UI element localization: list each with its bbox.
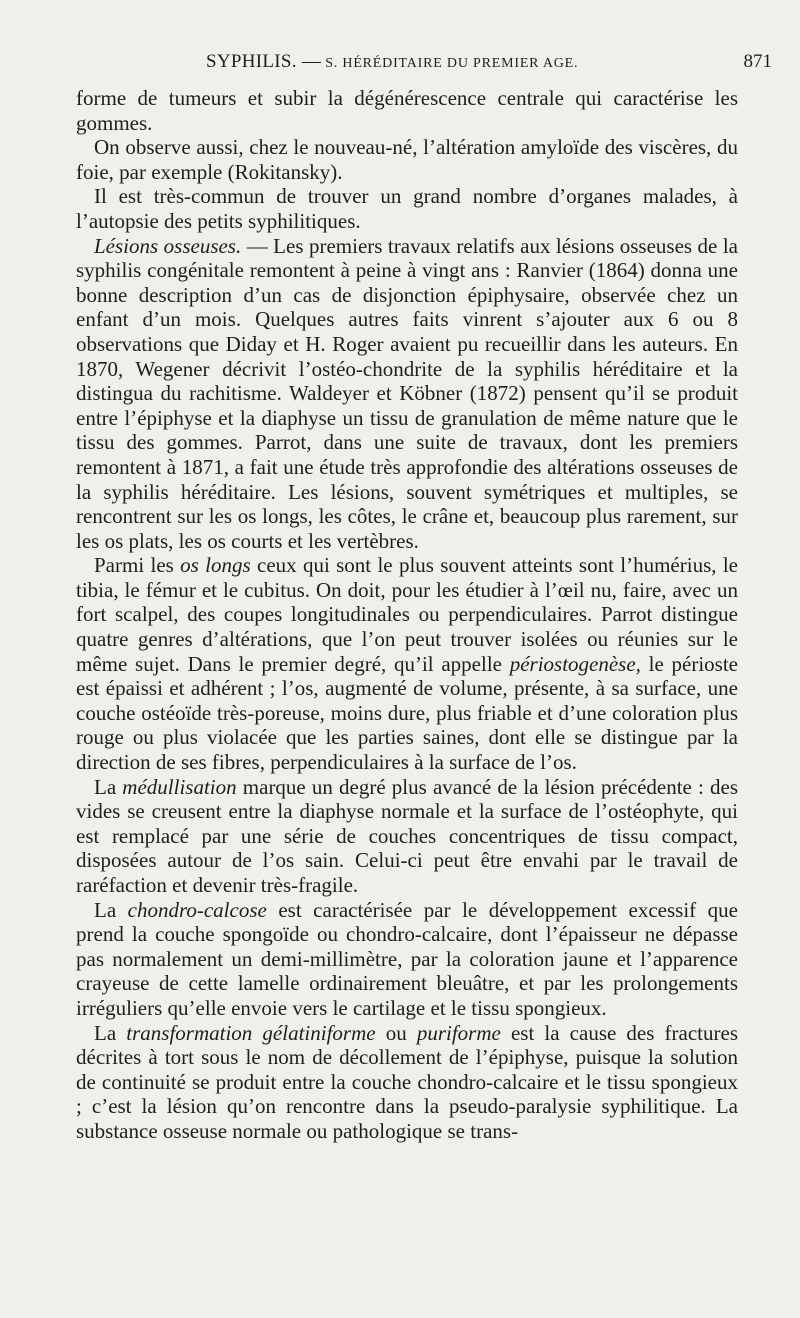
paragraph (76, 135, 738, 184)
paragraph (76, 553, 738, 774)
text-run: Il est très-commun de trouver un grand nombre d’organes malades, à l’autopsie des petits syphilitiques. (76, 184, 738, 233)
running-title (206, 48, 578, 78)
paragraph (76, 184, 738, 233)
italic-text: puriforme (416, 1020, 501, 1045)
paragraph (76, 775, 738, 898)
paragraph (76, 86, 738, 135)
text-run: La (94, 897, 128, 922)
text-run: marque un degré plus avancé de la lésion précédente : des vides se creusent entre la diaphyse normale et la surface de l’ostéophyte, qui est remplacé par une série de couches concentriques de tissu compact, disposées autour de l’os sain. Celui-ci peut être envahi par le travail de raréfaction et devenir très-fragile. (76, 774, 738, 897)
italic-text: chondro-calcose (127, 897, 267, 922)
text-run: le périoste est épaissi et adhérent ; l’os, augmenté de volume, présente, à sa surface, une couche ostéoïde très-poreuse, moins dure, plus friable et d’une coloration plus rouge ou plus violacée que les parties saines, dont elle se distingue par la direction de ses fibres, perpendiculaires à la surface de l’os. (76, 651, 738, 775)
running-head (76, 48, 772, 76)
text-run: est caractérisée par le développement excessif que prend la couche spongoïde ou chondro-calcaire, dont l’épaisseur ne dépasse pas normalement un demi-millimètre, par la coloration jaune et l’apparence crayeuse de cette lamelle ordinairement bleuâtre, et par les prolongements irréguliers qu’elle envoie vers le cartilage et le tissu spongieux. (76, 897, 738, 1020)
italic-text: os longs (180, 553, 251, 578)
text-run: est la cause des fractures décrites à tort sous le nom de décollement de l’épiphyse, puisque la solution de continuité se produit entre la couche chondro-calcaire et le tissu spongieux ; c’est la lésion qu’on rencontre dans la pseudo-paralysie syphilitique. La substance osseuse normale ou pathologique se trans- (76, 1020, 738, 1143)
text-run: ceux qui sont le plus souvent atteints sont l’humérius, le tibia, le fémur et le cubitus. On doit, pour les étudier à l’œil nu, faire, avec un fort scalpel, des coupes longitudinales ou perpendiculaires. Parrot distingue quatre genres d’altérations, que l’on peut trouver isolées ou réunies sur le même sujet. Dans le premier degré, qu’il appelle (76, 553, 738, 676)
body-text (76, 86, 738, 1144)
paragraph (76, 898, 738, 1021)
text-run: La (94, 1020, 127, 1045)
text-run: On observe aussi, chez le nouveau-né, l’altération amyloïde des viscères, du foie, par exemple (Rokitansky). (76, 135, 738, 184)
text-run: La (94, 774, 123, 799)
paragraph (76, 234, 738, 554)
running-title-main: SYPHILIS. — (206, 51, 322, 72)
italic-text: Lésions osseuses. (94, 233, 242, 258)
page-number: 871 (743, 51, 772, 72)
italic-text: transformation gélatiniforme (126, 1020, 376, 1045)
text-run: ou (375, 1020, 417, 1045)
running-title-smallcaps: S. HÉRÉDITAIRE DU PREMIER AGE. (325, 56, 579, 71)
italic-text: périostogenèse, (509, 651, 641, 676)
italic-text: médullisation (122, 774, 237, 799)
text-run: — Les premiers travaux relatifs aux lésions osseuses de la syphilis congénitale remontent à peine à vingt ans : Ranvier (1864) donna une bonne description d’un cas de disjonction épiphysaire, observée chez un enfant d’un mois. Quelques autres faits vinrent s’ajouter aux 6 ou 8 observations que Diday et H. Roger avaient pu recueillir dans les auteurs. En 1870, Wegener décrivit l’ostéo-chondrite de la syphilis héréditaire et la distingua du rachitisme. Waldeyer et Köbner (1872) pensent qu’il se produit entre l’épiphyse et la diaphyse un tissu de granulation de même nature que le tissu des gommes. Parrot, dans une suite de travaux, dont les premiers remontent à 1871, a fait une étude très approfondie des altérations osseuses de la syphilis héréditaire. Les lésions, souvent symétriques et multiples, se rencontrent sur les os longs, les côtes, le crâne et, beaucoup plus rarement, sur les os plats, les os courts et les vertèbres. (76, 233, 738, 553)
text-run: Parmi les (94, 553, 181, 578)
paragraph (76, 1021, 738, 1144)
text-run: forme de tumeurs et subir la dégénérescence centrale qui caractérise les gommes. (76, 86, 738, 135)
